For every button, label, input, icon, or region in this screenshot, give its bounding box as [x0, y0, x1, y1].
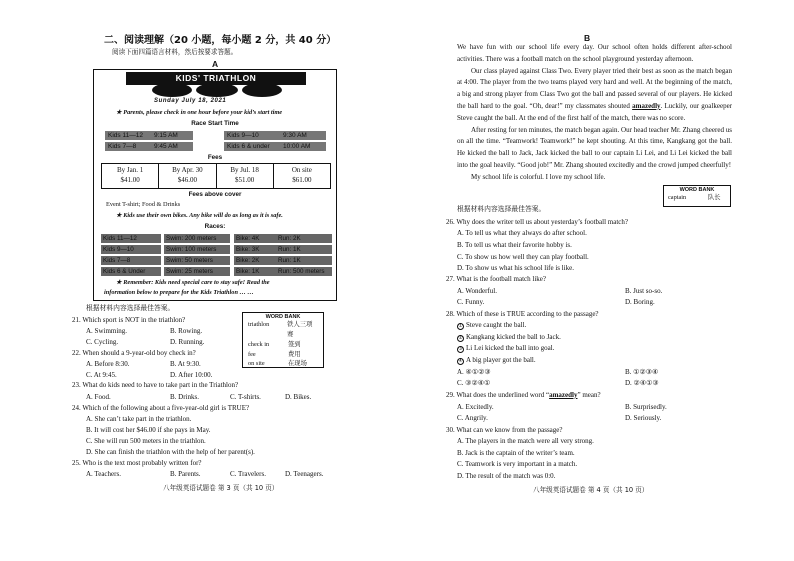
- race-time-value: 9:15 AM: [151, 131, 193, 140]
- statement-mark: ③: [458, 347, 463, 352]
- fee-cell: [274, 164, 330, 188]
- race-time-value: 10:00 AM: [280, 142, 326, 151]
- option[interactable]: B. Jack is the captain of the writer’s team.: [457, 449, 575, 457]
- option[interactable]: A. ④①②③: [457, 368, 491, 376]
- statement-mark: ①: [458, 324, 463, 329]
- fees-table: [101, 163, 331, 189]
- question-stem: 24. Which of the following about a five-year-old girl is TRUE?: [72, 404, 250, 412]
- story-paragraph: After resting for ten minutes, the match began again. Our head teacher Mr. Zhang cheered us on all the time. “Teamwork! Teamwork!” he kept shouting. At this time, Kangkang got the ball. He kicked the ball to Jack, Jack kicked the ball to our captain Li Lei, and Li Lei kicked the ball into the goal heavily. “Good job!” Mr. Zhang shouted excitedly and the crowd jumped cheerfully!: [457, 125, 732, 169]
- option[interactable]: B. It will cost her $46.00 if she pays in May.: [86, 426, 211, 434]
- word-zh: 费用: [288, 350, 301, 358]
- race-time-group: Kids 9—10: [224, 131, 280, 140]
- word-bank-title: WORD BANK: [679, 187, 715, 193]
- race-time-value: 9:45 AM: [151, 142, 193, 151]
- race-run: Run: 2K: [276, 234, 332, 243]
- option[interactable]: C. Angrily.: [457, 414, 488, 422]
- banner-blob-left: [152, 83, 192, 97]
- word-bank-entry: [248, 359, 318, 369]
- stem-text: 29. What does the underlined word “: [446, 391, 550, 399]
- option[interactable]: C. Cycling.: [86, 338, 119, 346]
- race-bike: Bike: 2K: [234, 256, 276, 265]
- word-zh: 队长: [708, 194, 721, 202]
- fee-price: $51.00: [235, 176, 255, 184]
- page-footer: 八年级英语试题卷 第 4 页（共 10 页）: [533, 486, 649, 494]
- race-start-heading: Race Start Time: [191, 120, 239, 127]
- word-en: on site: [248, 360, 265, 368]
- race-time-group: Kids 6 & under: [224, 142, 280, 151]
- race-group: Kids 9—10: [101, 245, 161, 254]
- option[interactable]: D. ②④①③: [625, 379, 659, 387]
- section-subtitle: 阅读下面四篇语言材料，然后按要求答题。: [112, 48, 238, 56]
- question-stem: 21. Which sport is NOT in the triathlon?: [72, 316, 186, 324]
- instruction: 根据材料内容选择最佳答案。: [86, 304, 175, 312]
- races-heading: Races:: [204, 223, 226, 230]
- word-bank-entry: [248, 350, 318, 360]
- race-bike: Bike: 1K: [234, 267, 276, 276]
- race-swim: Swim: 200 meters: [164, 234, 230, 243]
- story-paragraph: [457, 66, 732, 125]
- option[interactable]: B. Just so-so.: [625, 287, 663, 295]
- option[interactable]: D. The result of the match was 0:0.: [457, 472, 556, 480]
- question-stem: 23. What do kids need to have to take part in the Triathlon?: [72, 381, 239, 389]
- fee-price: $46.00: [177, 176, 197, 184]
- story-paragraph: My school life is colorful. I love my school life.: [471, 172, 606, 181]
- option[interactable]: C. To show us how well they can play football.: [457, 253, 589, 261]
- statement-mark: ④: [458, 359, 463, 364]
- option[interactable]: B. Parents.: [170, 470, 201, 478]
- race-time-value: 9:30 AM: [280, 131, 326, 140]
- story-text-run: Our class played against Class Two. Every player tried their best as soon as the match began at 4:00. The player from the two teams played very hard and well. At the beginning of the match, a big and strong player from Class Two got the ball and passed several of our players. He kicked the ball hard to the goal. “Oh, dear!” my classmates shouted: [457, 66, 732, 110]
- story-text-run: . Luckily, our goalkeeper Steve caught the ball. At the end of the first half of the match, there was no score.: [457, 101, 733, 122]
- option[interactable]: A. Food.: [86, 393, 111, 401]
- question-stem: 28. Which of these is TRUE according to the passage?: [446, 310, 599, 318]
- section-title: 二、阅读理解（20 小题，每小题 2 分，共 40 分）: [104, 35, 337, 46]
- word-bank-entry: [668, 193, 726, 203]
- story-text: [457, 42, 732, 184]
- fee-cell: [217, 164, 274, 188]
- option[interactable]: C. Funny.: [457, 298, 485, 306]
- option[interactable]: C. Travelers.: [230, 470, 266, 478]
- option[interactable]: A. Teachers.: [86, 470, 121, 478]
- race-bike: Bike: 4K: [234, 234, 276, 243]
- fee-price: $41.00: [120, 176, 140, 184]
- bikes-note: ★ Kids use their own bikes. Any bike will do as long as it is safe.: [116, 212, 283, 219]
- option[interactable]: C. She will run 500 meters in the triathlon.: [86, 437, 206, 445]
- race-bike: Bike: 3K: [234, 245, 276, 254]
- page-footer: 八年级英语试题卷 第 3 页（共 10 页）: [163, 484, 279, 492]
- statement-text: A big player got the ball.: [466, 356, 536, 364]
- race-time-group: Kids 11—12: [105, 131, 151, 140]
- statement: [457, 344, 554, 353]
- story-paragraph: We have fun with our school life every day. Our school often holds different after-school activities. There was a football match on the school playground yesterday afternoon.: [457, 43, 732, 63]
- question-stem: 22. When should a 9-year-old boy check in?: [72, 349, 196, 357]
- question-stem: [446, 391, 601, 399]
- parents-note: ★ Parents, please check in one hour before your kid’s start time: [116, 109, 283, 116]
- fee-date: On site: [291, 166, 312, 175]
- word-bank-entry: [248, 320, 318, 340]
- option[interactable]: C. At 9:45.: [86, 371, 117, 379]
- banner-blob-middle: [196, 83, 238, 97]
- option[interactable]: B. To tell us what their favorite hobby is.: [457, 241, 572, 249]
- option[interactable]: A. Swimming.: [86, 327, 128, 335]
- option[interactable]: D. To show us what his school life is like.: [457, 264, 575, 272]
- passage-letter-a: A: [212, 59, 219, 69]
- fee-cell: [159, 164, 216, 188]
- poster-banner: KIDS' TRIATHLON: [126, 72, 306, 85]
- fee-date: By Jul. 18: [230, 166, 259, 175]
- banner-blob-right: [242, 83, 282, 97]
- statement: [457, 356, 536, 365]
- word-en: check in: [248, 340, 270, 348]
- passage-letter-b: B: [584, 33, 591, 43]
- option[interactable]: A. Before 8:30.: [86, 360, 130, 368]
- statement-text: Li Lei kicked the ball into goal.: [466, 344, 555, 352]
- question-stem: 26. Why does the writer tell us about yesterday’s football match?: [446, 218, 629, 226]
- question-stem: 27. What is the football match like?: [446, 275, 546, 283]
- word-en: fee: [248, 350, 256, 358]
- fees-cover-items: Event T-shirt; Food & Drinks: [106, 201, 181, 208]
- option[interactable]: D. She can finish the triathlon with the help of her parent(s).: [86, 448, 255, 456]
- word-bank: [242, 312, 324, 368]
- word-bank-title: WORD BANK: [265, 314, 301, 320]
- race-run: Run: 1K: [276, 245, 332, 254]
- instruction: 根据材料内容选择最佳答案。: [457, 205, 546, 213]
- word-zh: 铁人三项赛: [287, 321, 313, 339]
- fees-heading: Fees: [207, 154, 223, 161]
- word-en: triathlon: [248, 321, 270, 329]
- option[interactable]: D. Teenagers.: [285, 470, 324, 478]
- option[interactable]: A. She can’t take part in the triathlon.: [86, 415, 192, 423]
- option[interactable]: C. Teamwork is very important in a match.: [457, 460, 578, 468]
- remember-line-1: ★ Remember: Kids need special care to stay safe! Read the: [116, 279, 270, 286]
- statement: [457, 333, 561, 342]
- word-zh: 在现场: [288, 360, 307, 368]
- option[interactable]: D. Running.: [170, 338, 205, 346]
- race-time-group: Kids 7—8: [105, 142, 151, 151]
- option[interactable]: B. Surprisedly.: [625, 403, 667, 411]
- poster-date: Sunday July 18, 2021: [154, 98, 227, 104]
- triathlon-poster: [93, 69, 337, 301]
- race-run: Run: 1K: [276, 256, 332, 265]
- option[interactable]: D. After 10:00.: [170, 371, 213, 379]
- statement: [457, 321, 526, 330]
- word-en: captain: [668, 194, 687, 202]
- option[interactable]: B. At 9:30.: [170, 360, 201, 368]
- option[interactable]: B. Rowing.: [170, 327, 203, 335]
- race-swim: Swim: 100 meters: [164, 245, 230, 254]
- option[interactable]: B. ①②③④: [625, 368, 659, 376]
- statement-text: Steve caught the ball.: [466, 321, 527, 329]
- option[interactable]: A. Excitedly.: [457, 403, 494, 411]
- fee-date: By Apr. 30: [172, 166, 203, 175]
- word-bank-entry: [248, 340, 318, 350]
- race-group: Kids 6 & Under: [101, 267, 161, 276]
- race-group: Kids 7—8: [101, 256, 161, 265]
- race-group: Kids 11—12: [101, 234, 161, 243]
- word-bank-b: [663, 185, 731, 207]
- question-stem: 25. Who is the text most probably written for?: [72, 459, 202, 467]
- option[interactable]: D. Seriously.: [625, 414, 662, 422]
- fees-cover-heading: Fees above cover: [188, 191, 242, 198]
- fee-date: By Jan. 1: [117, 166, 144, 175]
- option[interactable]: A. Wonderful.: [457, 287, 497, 295]
- option[interactable]: C. ③②④①: [457, 379, 491, 387]
- stem-text: ” mean?: [577, 391, 601, 399]
- underlined-word: amazedly: [632, 101, 661, 110]
- option[interactable]: A. To tell us what they always do after school.: [457, 229, 587, 237]
- option[interactable]: D. Boring.: [625, 298, 655, 306]
- fee-price: $61.00: [292, 176, 312, 184]
- race-swim: Swim: 25 meters: [164, 267, 230, 276]
- option[interactable]: A. The players in the match were all very strong.: [457, 437, 594, 445]
- option[interactable]: C. T-shirts.: [230, 393, 261, 401]
- option[interactable]: D. Bikes.: [285, 393, 312, 401]
- word-zh: 签到: [288, 340, 301, 348]
- underlined-word: amazedly: [549, 391, 578, 399]
- fee-cell: [102, 164, 159, 188]
- race-swim: Swim: 50 meters: [164, 256, 230, 265]
- race-run: Run: 500 meters: [276, 267, 332, 276]
- remember-line-2: information below to prepare for the Kids Triathlon … …: [104, 289, 254, 296]
- question-stem: 30. What can we know from the passage?: [446, 426, 563, 434]
- statement-text: Kangkang kicked the ball to Jack.: [466, 333, 561, 341]
- statement-mark: ②: [458, 336, 463, 341]
- option[interactable]: B. Drinks.: [170, 393, 199, 401]
